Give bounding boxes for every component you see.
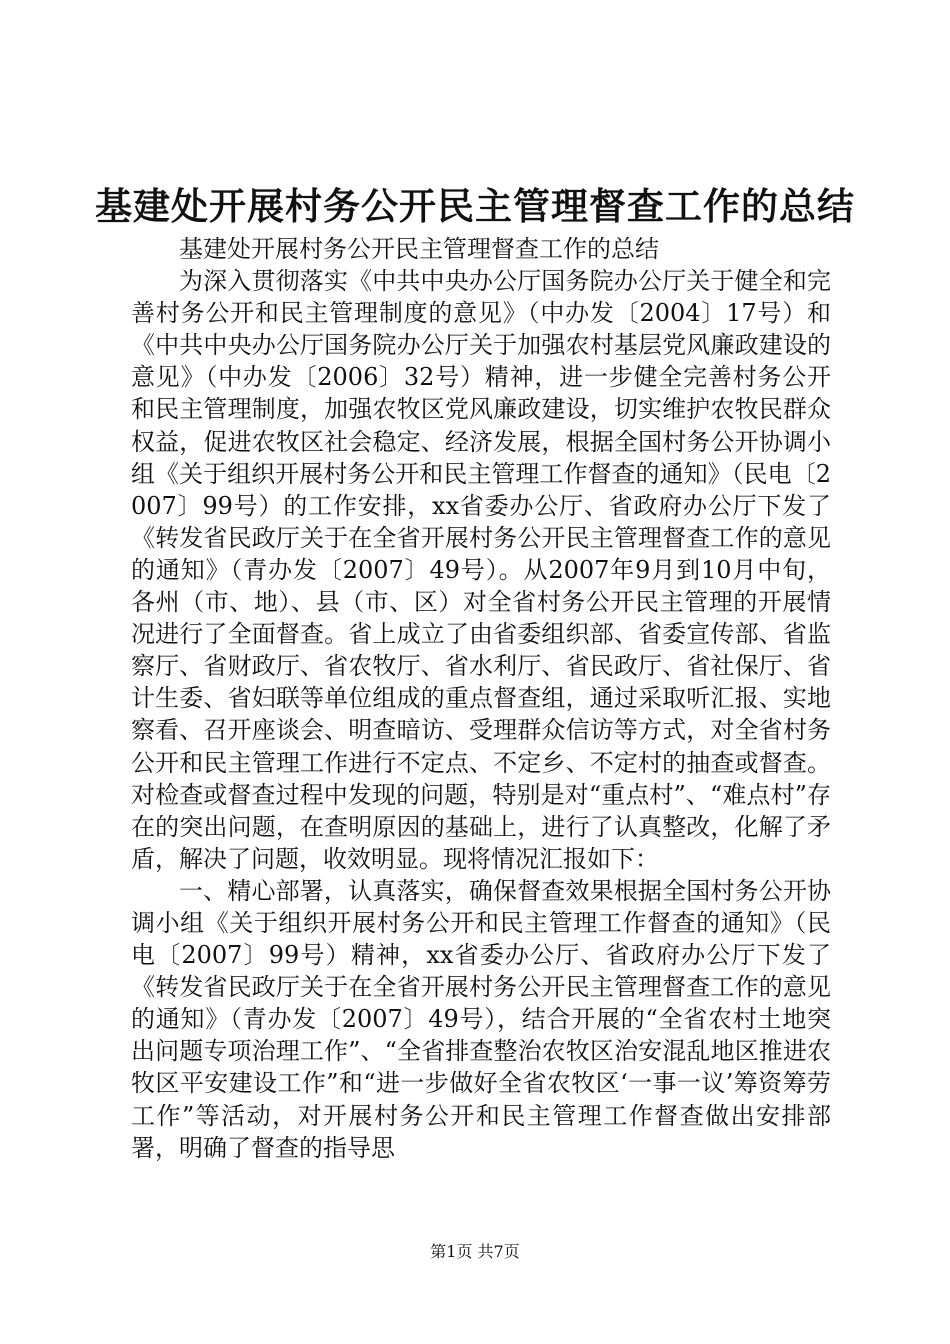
body-paragraph-intro: 为深入贯彻落实《中共中央办公厅国务院办公厅关于健全和完善村务公开和民主管理制度的意见》（中办发〔2004〕17号）和《中共中央办公厅国务院办公厅关于加强农村基层党风廉政建设的意见》（中办发〔2006〕32号）精神，进一步健全完善村务公开和民主管理制度，加强农牧区党风廉政建设，切实维护农牧民群众权益，促进农牧区社会稳定、经济发展，根据全国村务公开协调小组《关于组织开展村务公开和民主管理工作督查的通知》（民电〔2007〕99号）的工作安排，xx省委办公厅、省政府办公厅下发了《转发省民政厅关于在全省开展村务公开民主管理督查工作的意见的通知》（青办发〔2007〕49号）。从2007年9月到10月中旬，各州（市、地）、县（市、区）对全省村务公开民主管理的开展情况进行了全面督查。省上成立了由省委组织部、省委宣传部、省监察厅、省财政厅、省农牧厅、省水利厅、省民政厅、省社保厅、省计生委、省妇联等单位组成的重点督查组，通过采取听汇报、实地察看、召开座谈会、明查暗访、受理群众信访等方式，对全省村务公开和民主管理工作进行不定点、不定乡、不定村的抽查或督查。对检查或督查过程中发现的问题，特别是对“重点村”、“难点村”存在的突出问题，在查明原因的基础上，进行了认真整改，化解了矛盾，解决了问题，收效明显。现将情况汇报如下：	[131, 267, 831, 873]
document-title: 基建处开展村务公开民主管理督查工作的总结	[95, 185, 855, 228]
body-paragraph-section-one: 一、精心部署，认真落实，确保督查效果根据全国村务公开协调小组《关于组织开展村务公开和民主管理工作督查的通知》（民电〔2007〕99号）精神，xx省委办公厅、省政府办公厅下发了《转发省民政厅关于在全省开展村务公开民主管理督查工作的意见的通知》（青办发〔2007〕49号），结合开展的“全省农村土地突出问题专项治理工作”、“全省排查整治农牧区治安混乱地区推进农牧区平安建设工作”和“进一步做好全省农牧区‘一事一议’筹资筹劳工作”等活动，对开展村务公开和民主管理工作督查做出安排部署，明确了督查的指导思	[131, 876, 831, 1162]
document-body	[131, 233, 831, 1164]
subtitle-paragraph: 基建处开展村务公开民主管理督查工作的总结	[179, 235, 659, 263]
page-footer: 第1页 共7页	[430, 1242, 520, 1261]
